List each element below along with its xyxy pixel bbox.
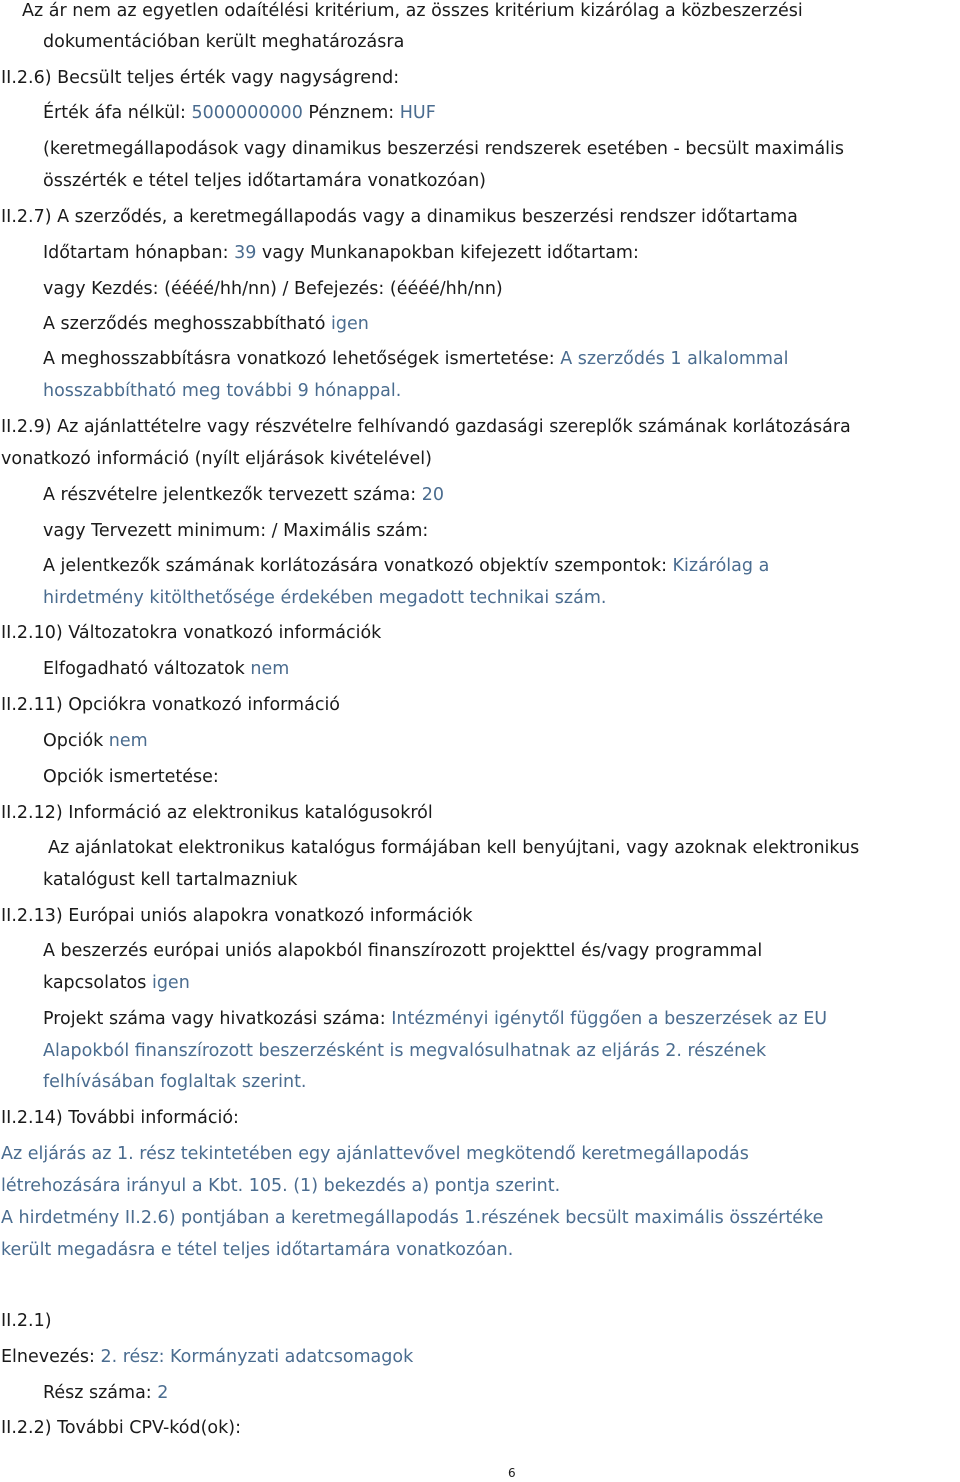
framework-note-line-1: (keretmegállapodások vagy dinamikus beszerzési rendszerek esetében - becsült maximális <box>43 139 845 159</box>
framework-note-line-2: összérték e tétel teljes időtartamára vonatkozóan) <box>43 171 487 191</box>
currency-value: HUF <box>399 103 436 123</box>
section-heading-ii-2-14: II.2.14) További információ: <box>1 1108 239 1128</box>
options-description-row: Opciók ismertetése: <box>43 767 219 787</box>
section-heading-ii-2-2: II.2.2) További CPV-kód(ok): <box>1 1418 242 1438</box>
additional-info-line-1: Az eljárás az 1. rész tekintetében egy ajánlattevővel megkötendő keretmegállapodás <box>1 1144 749 1164</box>
project-number-cont-2: felhívásában foglaltak szerint. <box>43 1072 307 1092</box>
extension-description-cont: hosszabbítható meg további 9 hónappal. <box>43 381 402 401</box>
section-heading-ii-2-7: II.2.7) A szerződés, a keretmegállapodás vagy a dinamikus beszerzési rendszer időtartama <box>1 207 798 227</box>
section-heading-ii-2-9-line-1: II.2.9) Az ajánlattételre vagy részvételre felhívandó gazdasági szereplők számának korlátozására <box>1 417 851 437</box>
planned-candidates-value: 20 <box>421 485 444 505</box>
section-heading-ii-2-6: II.2.6) Becsült teljes érték vagy nagyságrend: <box>1 68 400 88</box>
objective-criteria-cont: hirdetmény kitölthetősége érdekében megadott technikai szám. <box>43 588 607 608</box>
options-value: nem <box>108 731 148 751</box>
eu-funds-value: igen <box>151 973 190 993</box>
additional-info-line-2: létrehozására irányul a Kbt. 105. (1) bekezdés a) pontja szerint. <box>1 1176 561 1196</box>
section-heading-ii-2-1: II.2.1) <box>1 1311 52 1331</box>
variants-value: nem <box>250 659 290 679</box>
section-heading-ii-2-9-line-2: vonatkozó információ (nyílt eljárások kivételével) <box>1 449 432 469</box>
lot-number-value: 2 <box>157 1383 169 1403</box>
estimated-value-row: Érték áfa nélkül: 5000000000 Pénznem: HUF <box>43 103 436 123</box>
options-row: Opciók nem <box>43 731 148 751</box>
duration-row: Időtartam hónapban: 39 vagy Munkanapokban kifejezett időtartam: <box>43 243 639 263</box>
lot-title-value: 2. rész: Kormányzati adatcsomagok <box>100 1347 414 1367</box>
start-end-row: vagy Kezdés: (éééé/hh/nn) / Befejezés: (éééé/hh/nn) <box>43 279 503 299</box>
project-number-value: Intézményi igénytől függően a beszerzések az EU <box>391 1009 828 1029</box>
award-criteria-note-line-1: Az ár nem az egyetlen odaítélési kritérium, az összes kritérium kizárólag a közbeszerzési <box>22 1 803 21</box>
additional-info-line-4: került megadásra e tétel teljes időtartamára vonatkozóan. <box>1 1240 514 1260</box>
catalogue-note-line-2: katalógust kell tartalmazniuk <box>43 870 298 890</box>
variants-row: Elfogadható változatok nem <box>43 659 290 679</box>
duration-months-value: 39 <box>234 243 257 263</box>
section-heading-ii-2-13: II.2.13) Európai uniós alapokra vonatkozó információk <box>1 906 473 926</box>
planned-candidates-row: A részvételre jelentkezők tervezett száma: 20 <box>43 485 444 505</box>
eu-funds-row-line-2: kapcsolatos igen <box>43 973 190 993</box>
catalogue-note-line-1: Az ajánlatokat elektronikus katalógus formájában kell benyújtani, vagy azoknak elektronikus <box>48 838 860 858</box>
estimated-value: 5000000000 <box>191 103 303 123</box>
award-criteria-note-line-2: dokumentációban került meghatározásra <box>43 32 405 52</box>
page-number: 6 <box>508 1466 516 1480</box>
section-heading-ii-2-11: II.2.11) Opciókra vonatkozó információ <box>1 695 341 715</box>
project-number-cont-1: Alapokból finanszírozott beszerzésként is megvalósulhatnak az eljárás 2. részének <box>43 1041 767 1061</box>
lot-number-row: Rész száma: 2 <box>43 1383 169 1403</box>
min-max-row: vagy Tervezett minimum: / Maximális szám: <box>43 521 429 541</box>
objective-criteria-value: Kizárólag a <box>672 556 770 576</box>
extension-description-value: A szerződés 1 alkalommal <box>560 349 789 369</box>
extension-description-row: A meghosszabbításra vonatkozó lehetőségek ismertetése: A szerződés 1 alkalommal <box>43 349 789 369</box>
section-heading-ii-2-12: II.2.12) Információ az elektronikus katalógusokról <box>1 803 433 823</box>
objective-criteria-row: A jelentkezők számának korlátozására vonatkozó objektív szempontok: Kizárólag a <box>43 556 770 576</box>
extension-row: A szerződés meghosszabbítható igen <box>43 314 369 334</box>
section-heading-ii-2-10: II.2.10) Változatokra vonatkozó információk <box>1 623 382 643</box>
extension-value: igen <box>331 314 369 334</box>
title-row: Elnevezés: 2. rész: Kormányzati adatcsomagok <box>1 1347 414 1367</box>
eu-funds-row-line-1: A beszerzés európai uniós alapokból finanszírozott projekttel és/vagy programmal <box>43 941 763 961</box>
project-number-row: Projekt száma vagy hivatkozási száma: Intézményi igénytől függően a beszerzések az EU <box>43 1009 828 1029</box>
additional-info-line-3: A hirdetmény II.2.6) pontjában a keretmegállapodás 1.részének becsült maximális összértéke <box>1 1208 824 1228</box>
